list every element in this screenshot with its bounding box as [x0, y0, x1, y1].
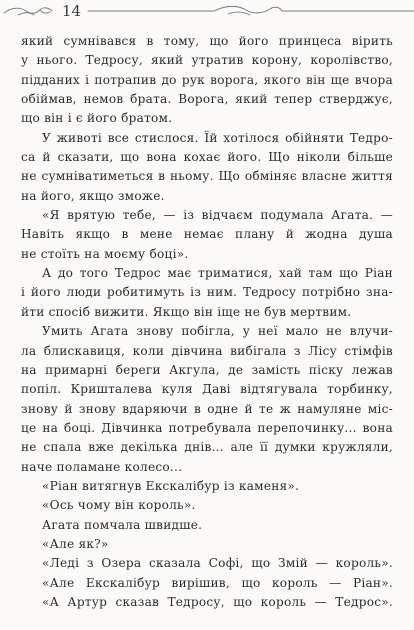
- page-number: 14: [62, 2, 82, 20]
- text-line: і його люди робитимуть із ним. Тедросу потрібно зна-: [21, 285, 393, 300]
- text-line: ла блискавиця, коли дівчина вибігала з Лісу стімфів: [21, 343, 393, 358]
- text-line: не спала вже декілька днів... але її думки кружляли,: [21, 440, 393, 455]
- text-line: наче поламане колесо...: [21, 459, 183, 474]
- text-line: не сумніватиметься в ньому. Що обміняє власне життя: [21, 169, 393, 184]
- text-line: «Але як?»: [42, 536, 109, 551]
- text-line: «Я врятую тебе, — із відчаєм подумала Агата. —: [42, 208, 393, 223]
- text-line: А до того Тедрос має триматися, хай там що Ріан: [42, 266, 393, 281]
- body-text: [21, 32, 393, 612]
- text-line: підданих і потрапив до рук ворога, якого він ще вчора: [21, 72, 393, 87]
- text-line: який сумнівався в тому, що його принцеса вірить: [21, 34, 393, 48]
- text-line: Агата помчала швидше.: [42, 517, 203, 532]
- text-line: У животі все стислося. Їй хотілося обійняти Тедро-: [42, 130, 393, 145]
- text-line: попіл. Кришталева куля Даві відтягувала торбинку,: [21, 382, 393, 397]
- text-line: знову й знову вдаряючи в одне й те ж намуляне міс-: [21, 401, 393, 416]
- text-line: «Леді з Озера сказала Софі, що Змій — король».: [42, 556, 393, 571]
- text-line: обіймав, немов брата. Ворога, який тепер стверджує,: [21, 92, 393, 107]
- text-line: «Але Екскалібур вирішив, що король — Ріан».: [42, 575, 393, 590]
- text-line: «Ріан витягнув Екскалібур із каменя».: [42, 478, 300, 493]
- text-line: «А Артур сказав Тедросу, що король — Тедрос».: [42, 594, 393, 609]
- text-line: у нього. Тедросу, який утратив корону, королівство,: [21, 53, 393, 68]
- text-line: Умить Агата знову побігла, у неї мало не влучи-: [42, 324, 393, 339]
- text-line: на примарні береги Акгула, де замість піску лежав: [21, 362, 393, 377]
- text-line: не стоїть на моєму боці».: [21, 246, 189, 261]
- text-line: са й сказати, що вона кохає його. Що ніколи більше: [21, 150, 393, 165]
- text-line: що він і є його братом.: [21, 111, 173, 126]
- text-line: йти спосіб вижити. Якщо він іще не був мертвим.: [21, 304, 352, 319]
- text-line: Навіть якщо в мене немає плану й жодна душа: [21, 227, 393, 242]
- text-line: це на боці. Дівчинка потребувала перепочинку... вона: [21, 420, 393, 435]
- text-line: на його, якщо зможе.: [21, 188, 165, 203]
- text-line: «Ось чому він король».: [42, 498, 196, 513]
- page-header: [0, 0, 414, 22]
